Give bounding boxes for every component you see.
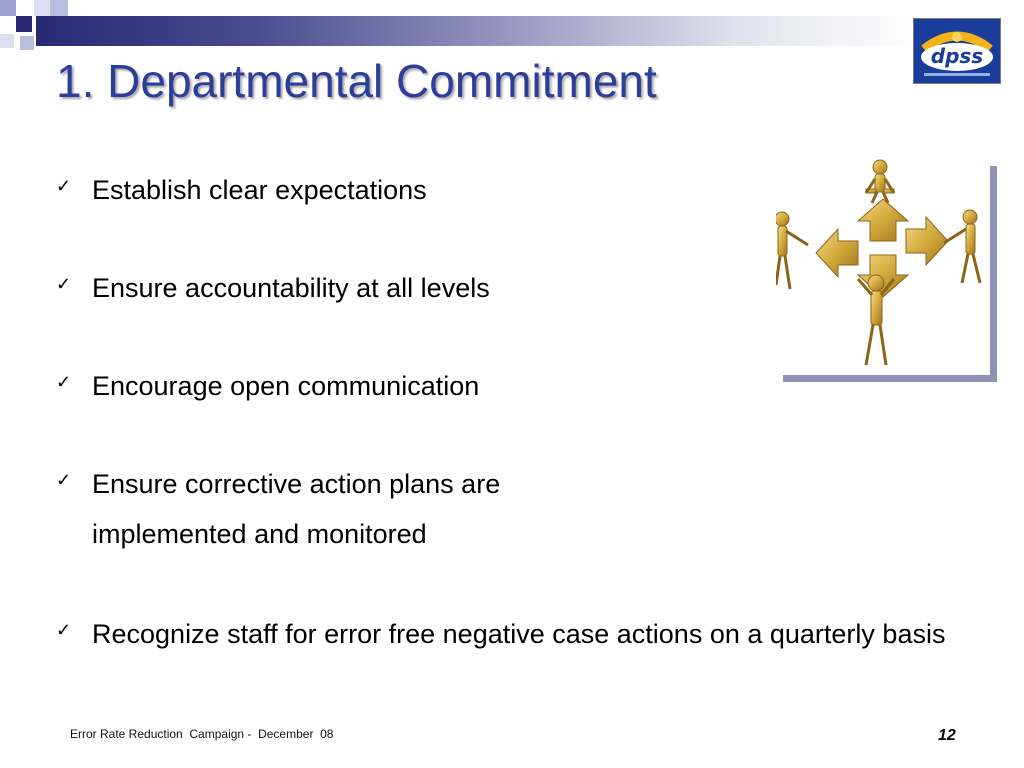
page-title: 1. Departmental Commitment [56, 55, 657, 107]
decor-square [0, 34, 14, 48]
decor-square [20, 36, 34, 50]
page-number: 12 [938, 727, 956, 744]
decor-square [16, 16, 32, 32]
list-item-continuation: implemented and monitored [92, 519, 427, 549]
list-item-text: Ensure corrective action plans are [92, 469, 501, 499]
illustration-frame [776, 159, 990, 375]
footer-caption: Error Rate Reduction Campaign - December 08 [70, 727, 334, 741]
gradient-bar [36, 16, 914, 46]
checkmark-icon: ✓ [56, 176, 72, 196]
dpss-logo-icon [913, 18, 1001, 84]
checkmark-icon: ✓ [56, 470, 72, 490]
checkmark-icon: ✓ [56, 274, 72, 294]
list-item-text: Encourage open communication [92, 371, 480, 401]
list-item-text: Recognize staff for error free negative case actions on a quarterly basis [92, 619, 946, 649]
logo-text: dpss [930, 44, 984, 68]
decor-square [50, 0, 68, 16]
decor-square [0, 0, 16, 16]
list-item-text: Establish clear expectations [92, 175, 427, 205]
team-puzzle-figures-icon [776, 159, 990, 375]
list-item-text: Ensure accountability at all levels [92, 273, 490, 303]
header-band [0, 0, 1024, 50]
checkmark-icon: ✓ [56, 372, 72, 392]
decor-square [34, 0, 50, 16]
checkmark-icon: ✓ [56, 620, 72, 640]
